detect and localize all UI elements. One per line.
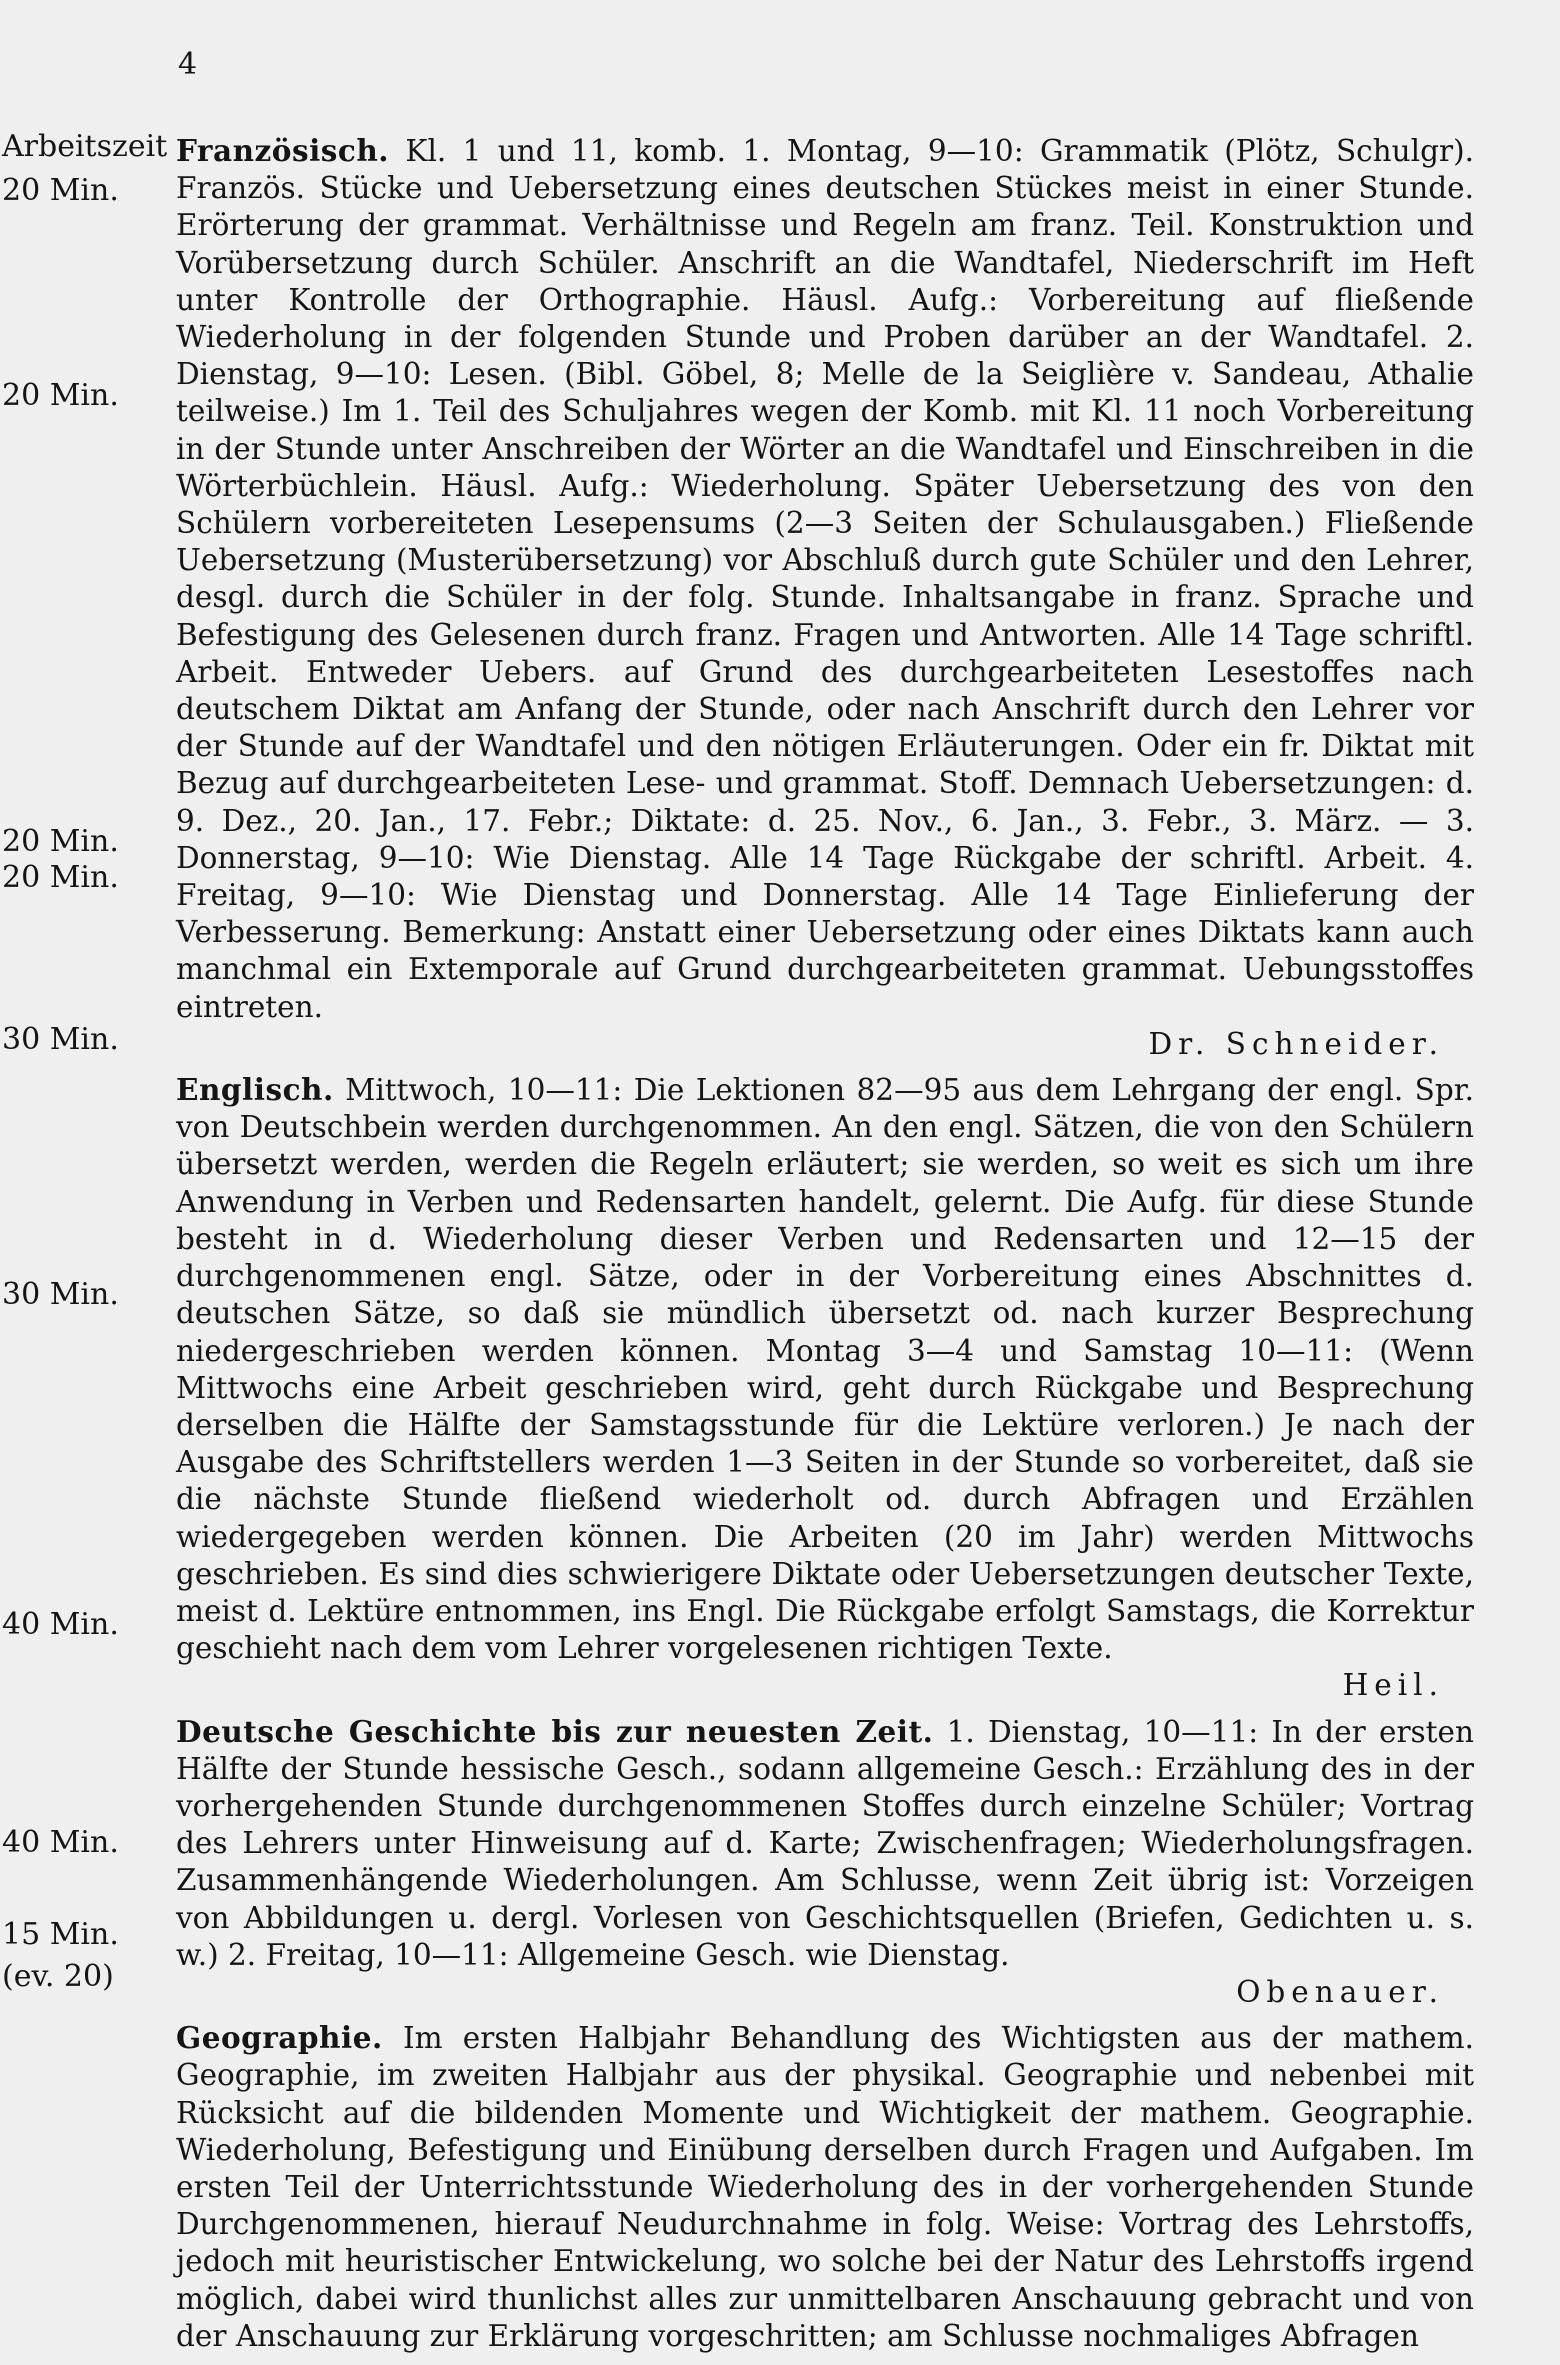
section-body: Mittwoch, 10—11: Die Lektionen 82—95 aus dem Lehrgang der engl. Spr. von Deutschbein werden durchgenommen. An den engl. Sätzen, die von den Schülern übersetzt werden, werden die Regeln erläutert; sie werden, so weit es sich um ihre Anwendung in Verben und Redensarten handelt, gelernt. Die Aufg. für diese Stunde besteht in d. Wiederholung dieser Verben und Redensarten und 12—15 der durchgenommenen engl. Sätze, oder in der Vorbereitung eines Abschnittes d. deutschen Sätze, so daß sie mündlich übersetzt od. nach kurzer Besprechung niedergeschrieben werden können. Montag 3—4 und Samstag 10—11: (Wenn Mittwochs eine Arbeit geschrieben wird, geht durch Rückgabe und Besprechung derselben die Hälfte der Samstagsstunde für die Lektüre verloren.) Je nach der Ausgabe des Schriftstellers werden 1—3 Seiten in der Stunde so vorbereitet, daß sie die nächste Stunde fließend wiederholt od. durch Abfragen und Erzählen wiedergegeben werden können. Die Arbeiten (20 im Jahr) werden Mittwochs geschrieben. Es sind dies schwierigere Diktate oder Uebersetzungen deutscher Texte, meist d. Lektüre entnommen, ins Engl. Die Rückgabe erfolgt Samstags, die Korrektur geschieht nach dem vom Lehrer vorgelesenen richtigen Texte.	[176, 1073, 1474, 1666]
section-franzoesisch	[176, 132, 1474, 1026]
signature: Dr. Schneider.	[1148, 1026, 1444, 1061]
section-heading: Geographie.	[176, 2020, 383, 2056]
section-body: Kl. 1 und 11, komb. 1. Montag, 9—10: Grammatik (Plötz, Schulgr). Französ. Stücke und Uebersetzung eines deutschen Stückes meist in einer Stunde. Erörterung der grammat. Verhältnisse und Regeln am franz. Teil. Konstruktion und Vorübersetzung durch Schüler. Anschrift an die Wandtafel, Niederschrift im Heft unter Kontrolle der Orthographie. Häusl. Aufg.: Vorbereitung auf fließende Wiederholung in der folgenden Stunde und Proben darüber an der Wandtafel. 2. Dienstag, 9—10: Lesen. (Bibl. Göbel, 8; Melle de la Seiglière v. Sandeau, Athalie teilweise.) Im 1. Teil des Schuljahres wegen der Komb. mit Kl. 11 noch Vorbereitung in der Stunde unter Anschreiben der Wörter an die Wandtafel und Einschreiben in die Wörterbüchlein. Häusl. Aufg.: Wiederholung. Später Uebersetzung des von den Schülern vorbereiteten Lesepensums (2—3 Seiten der Schulausgaben.) Fließende Uebersetzung (Musterübersetzung) vor Abschluß durch gute Schüler und den Lehrer, desgl. durch die Schüler in der folg. Stunde. Inhaltsangabe in franz. Sprache und Befestigung des Gelesenen durch franz. Fragen und Antworten. Alle 14 Tage schriftl. Arbeit. Entweder Uebers. auf Grund des durchgearbeiteten Lesestoffes nach deutschem Diktat am Anfang der Stunde, oder nach Anschrift durch den Lehrer vor der Stunde auf der Wandtafel und den nötigen Erläuterungen. Oder ein fr. Diktat mit Bezug auf durchgearbeiteten Lese- und grammat. Stoff. Demnach Uebersetzungen: d. 9. Dez., 20. Jan., 17. Febr.; Diktate: d. 25. Nov., 6. Jan., 3. Febr., 3. März. — 3. Donnerstag, 9—10: Wie Dienstag. Alle 14 Tage Rückgabe der schriftl. Arbeit. 4. Freitag, 9—10: Wie Dienstag und Donnerstag. Alle 14 Tage Einlieferung der Verbesserung. Bemerkung: Anstatt einer Uebersetzung oder eines Diktats kann auch manchmal ein Extemporale auf Grund durchgearbeiteten grammat. Uebungsstoffes eintreten.	[176, 134, 1474, 1024]
section-heading: Französisch.	[176, 133, 390, 168]
margin-time-note: 30 Min.	[2, 1022, 119, 1057]
margin-time-note: 20 Min.	[2, 824, 119, 859]
section-geschichte	[176, 1713, 1474, 1974]
margin-time-note: 20 Min.	[2, 173, 119, 208]
section-heading: Deutsche Geschichte bis zur neuesten Zeit.	[176, 1713, 934, 1749]
section-englisch	[176, 1071, 1474, 1667]
page-body	[176, 132, 1474, 2355]
margin-time-note: 20 Min.	[2, 860, 119, 895]
section-heading: Englisch.	[176, 1072, 334, 1108]
margin-time-notes	[0, 0, 170, 2365]
section-body: Im ersten Halbjahr Behandlung des Wichtigsten aus der mathem. Geographie, im zweiten Halbjahr aus der physikal. Geographie und nebenbei mit Rücksicht auf die bildenden Momente und Wichtigkeit der mathem. Geographie. Wiederholung, Befestigung und Einübung derselben durch Fragen und Aufgaben. Im ersten Teil der Unterrichtsstunde Wiederholung des in der vorhergehenden Stunde Durchgenommenen, hierauf Neudurchnahme in folg. Weise: Vortrag des Lehrstoffs, jedoch mit heuristischer Entwickelung, wo solche bei der Natur des Lehrstoffs irgend möglich, dabei wird thunlichst alles zur unmittelbaren Anschauung gebracht und von der Anschauung zur Erklärung vorgeschritten; am Schlusse nochmaliges Abfragen	[176, 2021, 1474, 2353]
signature: Obenauer.	[1236, 1974, 1444, 2009]
margin-time-note: 40 Min.	[2, 1825, 119, 1860]
section-geographie	[176, 2019, 1474, 2355]
margin-time-note: 15 Min.	[2, 1917, 119, 1952]
page-number: 4	[178, 47, 198, 82]
margin-time-note: 30 Min.	[2, 1277, 119, 1312]
margin-time-note: 40 Min.	[2, 1607, 119, 1642]
section-body: 1. Dienstag, 10—11: In der ersten Hälfte der Stunde hessische Gesch., sodann allgemeine Gesch.: Erzählung des in der vorhergehenden Stunde durchgenommenen Stoffes durch einzelne Schüler; Vortrag des Lehrers unter Hinweisung auf d. Karte; Zwischenfragen; Wiederholungsfragen. Zusammenhängende Wiederholungen. Am Schlusse, wenn Zeit übrig ist: Vorzeigen von Abbildungen u. dergl. Vorlesen von Geschichtsquellen (Briefen, Gedichten u. s. w.) 2. Freitag, 10—11: Allgemeine Gesch. wie Dienstag.	[176, 1714, 1474, 1972]
margin-time-note: Arbeitszeit	[2, 129, 168, 164]
signature: Heil.	[1342, 1668, 1444, 1703]
margin-time-note: (ev. 20)	[2, 1959, 114, 1994]
margin-time-note: 20 Min.	[2, 378, 119, 413]
